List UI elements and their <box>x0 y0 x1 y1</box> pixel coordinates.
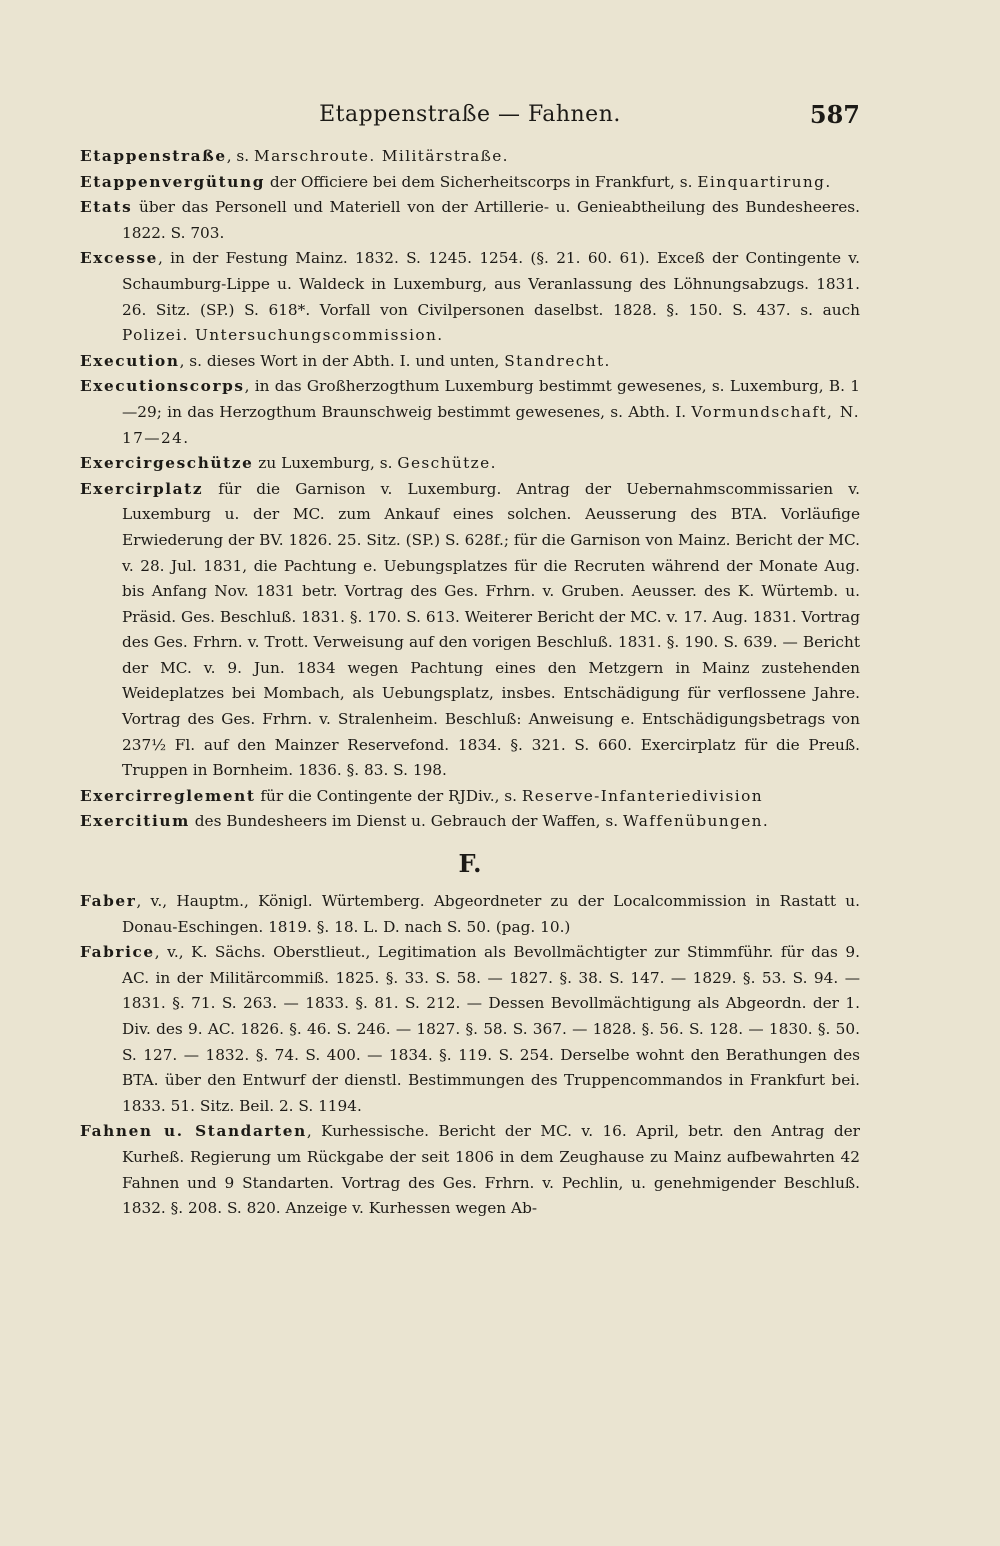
entry-cross-reference: Vormundschaft, N. 17—24. <box>122 402 860 447</box>
index-entry <box>80 784 860 810</box>
entry-cross-reference: Standrecht. <box>504 351 611 370</box>
page-number: 587 <box>809 100 860 129</box>
index-entry <box>80 246 860 348</box>
index-entry <box>80 889 860 940</box>
entry-text: , v., K. Sächs. Oberstlieut., Legitimation als Bevollmächtigter zur Stimmführ. für das 9. AC. in der Militärcommiß. 1825. §. 33. S. 58. — 1827. §. 38. S. 147. — 1829. §. 53. S. 94. — 1831. §. 71. S. 263. — 1833. §. 81. S. 212. — Dessen Bevollmächtigung als Abgeordn. der 1. Div. des 9. AC. 1826. §. 46. S. 246. — 1827. §. 58. S. 367. — 1828. §. 56. S. 128. — 1830. §. 50. S. 127. — 1832. §. 74. S. 400. — 1834. §. 119. S. 254. Derselbe wohnt den Berathungen des BTA. über den Entwurf der dienstl. Bestimmungen des Truppencommandos in Frankfurt bei. 1833. 51. Sitz. Beil. 2. S. 1194. <box>122 943 860 1115</box>
entry-headword: Etappenvergütung <box>80 172 265 191</box>
entry-headword: Exercirreglement <box>80 786 256 805</box>
section-letter: F. <box>458 849 482 879</box>
entry-headword: Etats <box>80 198 133 217</box>
entry-headword: Fahnen u. Standarten <box>80 1122 307 1141</box>
index-entry <box>80 1119 860 1221</box>
entry-text: , v., Hauptm., Königl. Würtemberg. Abgeordneter zu der Localcommission in Rastatt u. Donau-Eschingen. 1819. §. 18. L. D. nach S. 50. (pag. 10.) <box>122 892 860 936</box>
index-entry <box>80 451 860 477</box>
index-entry <box>80 144 860 170</box>
index-entry <box>80 477 860 784</box>
entries-e <box>80 144 860 835</box>
entry-text: , s. <box>226 147 254 165</box>
entry-cross-reference: Einquartirung. <box>697 172 832 191</box>
entry-text: des Bundesheers im Dienst u. Gebrauch der Waffen, s. <box>189 812 623 831</box>
entry-text: zu Luxemburg, s. <box>253 454 398 473</box>
entry-text: über das Personell und Materiell von der Artillerie- u. Genieabtheilung des Bundesheeres. 1822. S. 703. <box>122 198 860 242</box>
entry-headword: Etappenstraße <box>80 147 227 165</box>
entry-headword: Fabrice <box>80 943 155 962</box>
entry-headword: Executionscorps <box>80 377 245 396</box>
page-header <box>80 96 860 140</box>
entry-text: , in das Großherzogthum Luxemburg bestimmt gewesenes, s. Luxemburg, B. 1—29; in das Herzogthum Braunschweig bestimmt gewesenes, s. Abth. I. <box>122 377 860 421</box>
index-content <box>80 144 860 1222</box>
entry-cross-reference: Reserve-Infanteriedivision <box>521 786 763 805</box>
entry-headword: Exercirgeschütze <box>80 454 254 473</box>
index-entry <box>80 940 860 1119</box>
entry-text: , s. dieses Wort in der Abth. I. und unten, <box>179 351 505 370</box>
entry-text: , in der Festung Mainz. 1832. S. 1245. 1254. (§. 21. 60. 61). Exceß der Contingente v. Schaumburg-Lippe u. Waldeck in Luxemburg, aus Veranlassung des Löhnungsabzugs. 1831. 26. Sitz. (SP.) S. 618*. Vorfall von Civilpersonen daselbst. 1828. §. 150. S. 437. s. auch <box>122 249 860 319</box>
entry-text: , Kurhessische. Bericht der MC. v. 16. April, betr. den Antrag der Kurheß. Regierung um Rückgabe der seit 1806 in dem Zeughause zu Mainz aufbewahrten 42 Fahnen und 9 Standarten. Vortrag des Ges. Frhrn. v. Pechlin, u. genehmigender Beschluß. 1832. §. 208. S. 820. Anzeige v. Kurhessen wegen Ab- <box>122 1122 860 1218</box>
index-entry <box>80 170 860 196</box>
entry-headword: Faber <box>80 892 137 911</box>
entry-cross-reference: Geschütze. <box>397 454 497 473</box>
entry-headword: Excesse <box>80 249 158 268</box>
entry-text: für die Garnison v. Luxemburg. Antrag der Uebernahmscommissarien v. Luxemburg u. der MC. zum Ankauf eines solchen. Aeusserung des BTA. Vorläufige Erwiederung der BV. 1826. 25. Sitz. (SP.) S. 628f.; für die Garnison von Mainz. Bericht der MC. v. 28. Jul. 1831, die Pachtung e. Uebungsplatzes für die Recruten während der Monate Aug. bis Anfang Nov. 1831 betr. Vortrag des Ges. Frhrn. v. Gruben. Aeusser. des K. Würtemb. u. Präsid. Ges. Beschluß. 1831. §. 170. S. 613. Weiterer Bericht der MC. v. 17. Aug. 1831. Vortrag des Ges. Frhrn. v. Trott. Verweisung auf den vorigen Beschluß. 1831. §. 190. S. 639. — Bericht der MC. v. 9. Jun. 1834 wegen Pachtung eines den Metzgern in Mainz zustehenden Weideplatzes bei Mombach, als Uebungsplatz, insbes. Entschädigung für verflossene Jahre. Vortrag des Ges. Frhrn. v. Stralenheim. Beschluß: Anweisung e. Entschädigungsbetrags von 237½ Fl. auf den Mainzer Reservefond. 1834. §. 321. S. 660. Exercirplatz für die Preuß. Truppen in Bornheim. 1836. §. 83. S. 198. <box>122 479 860 780</box>
index-entry <box>80 349 860 375</box>
entry-headword: Exercirplatz <box>80 479 204 498</box>
entry-cross-reference: Waffenübungen. <box>622 812 770 831</box>
entry-headword: Execution <box>80 351 180 370</box>
entry-text: der Officiere bei dem Sicherheitscorps in Frankfurt, s. <box>265 172 698 191</box>
index-entry <box>80 195 860 246</box>
entry-headword: Exercitium <box>80 812 190 831</box>
running-title: Etappenstraße — Fahnen. <box>319 102 621 127</box>
entries-f <box>80 889 860 1222</box>
index-entry <box>80 374 860 451</box>
index-entry <box>80 809 860 835</box>
entry-cross-reference: Marschroute. Militärstraße. <box>254 147 509 165</box>
entry-cross-reference: Polizei. Untersuchungscommission. <box>122 326 444 345</box>
entry-text: für die Contingente der RJDiv., s. <box>255 786 522 805</box>
